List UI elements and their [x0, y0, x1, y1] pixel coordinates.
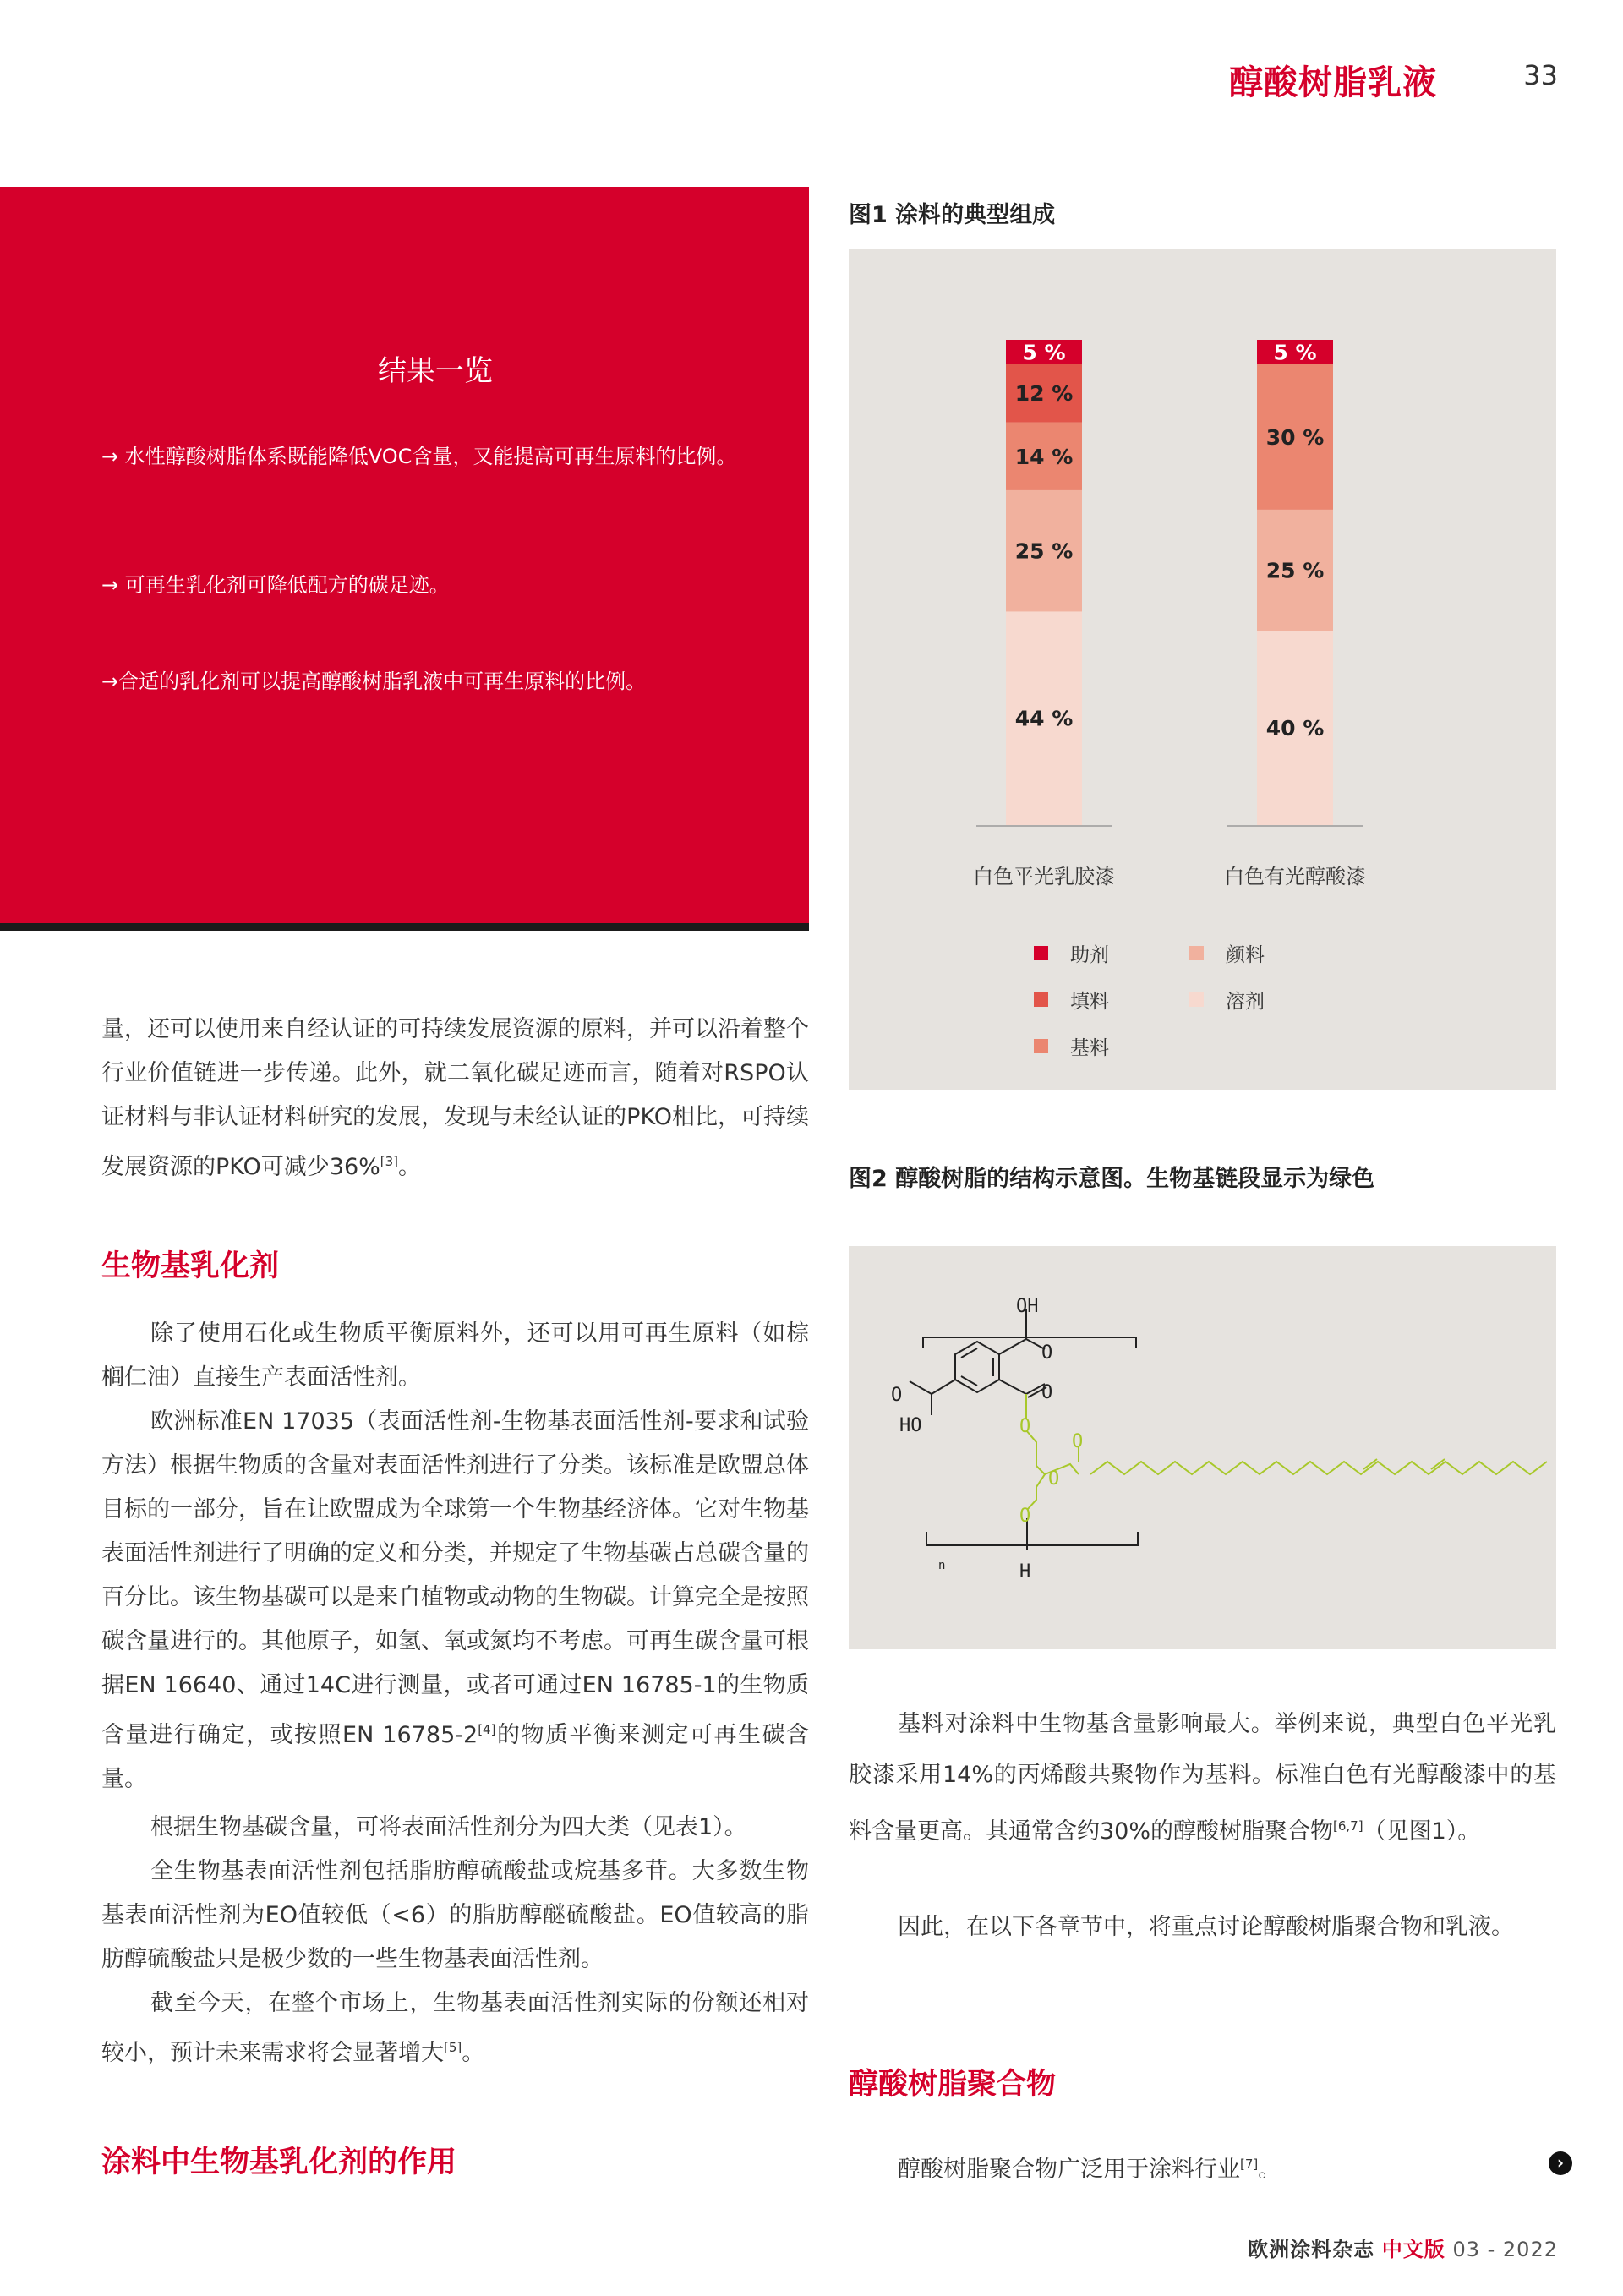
paragraph: 全生物基表面活性剂包括脂肪醇硫酸盐或烷基多苷。大多数生物基表面活性剂为EO值较低（<6）的脂肪醇醚硫酸盐。EO值较高的脂肪醇硫酸盐只是极少数的一些生物基表面活性剂。 — [101, 1858, 809, 1972]
legend-label: 基料 — [1070, 1037, 1109, 1059]
paragraph: 因此，在以下各章节中，将重点讨论醇酸树脂聚合物和乳液。 — [898, 1914, 1514, 1940]
label-o-bio: O — [1048, 1468, 1060, 1490]
data-label: 30 % — [1265, 424, 1325, 450]
label-ho: HO — [899, 1415, 922, 1436]
reference: [5] — [444, 2040, 462, 2055]
label-o-bio: O — [1019, 1416, 1031, 1437]
summary-item: → 可再生乳化剂可降低配方的碳足迹。 — [101, 573, 450, 597]
legend-label: 颜料 — [1226, 944, 1265, 966]
reference: [4] — [478, 1722, 496, 1737]
section-heading: 醇酸树脂聚合物 — [849, 2068, 1057, 2102]
legend-label: 助剂 — [1070, 944, 1109, 966]
legend-swatch — [1034, 1039, 1048, 1053]
label-o-bio: O — [1019, 1506, 1031, 1527]
edition-label: 中文版 — [1381, 2238, 1445, 2261]
label-oh: OH — [1016, 1296, 1039, 1317]
label-o: O — [891, 1385, 903, 1406]
paragraph-text: 的物质平衡来测定可再生碳含量。 — [101, 1722, 810, 1792]
next-page-icon[interactable]: › — [1549, 2151, 1572, 2175]
top-bracket — [923, 1337, 1136, 1348]
reference: [7] — [1240, 2157, 1259, 2172]
data-label: 5 % — [1022, 340, 1066, 365]
reference: [3] — [380, 1154, 399, 1169]
label-o: O — [1041, 1342, 1053, 1364]
bottom-bracket — [926, 1532, 1138, 1545]
data-label: 25 % — [1014, 538, 1074, 564]
stacked-bar-chart — [849, 249, 1556, 1090]
paragraph: 根据生物基碳含量，可将表面活性剂分为四大类（见表1）。 — [150, 1814, 747, 1840]
paragraph-text: 。 — [398, 1154, 422, 1180]
figure1-panel — [849, 249, 1556, 1090]
paragraph: 除了使用石化或生物质平衡原料外，还可以用可再生原料（如棕榈仁油）直接生产表面活性剂。 — [101, 1320, 809, 1391]
fatty-acid-chain — [1090, 1462, 1547, 1474]
paragraph — [101, 1400, 809, 1801]
paragraph-text: 。 — [1258, 2157, 1281, 2183]
figure2-caption: 图2 醇酸树脂的结构示意图。生物基链段显示为绿色 — [849, 1166, 1375, 1192]
legend-swatch — [1189, 946, 1204, 960]
reference: [6,7] — [1333, 1818, 1363, 1834]
paragraph — [849, 2142, 1556, 2192]
label-n: n — [938, 1559, 946, 1572]
paragraph-text: 醇酸树脂聚合物广泛用于涂料行业 — [898, 2157, 1240, 2183]
data-label: 14 % — [1014, 444, 1074, 469]
paragraph — [849, 1699, 1556, 1857]
legend-label: 填料 — [1070, 991, 1109, 1013]
figure2-panel — [849, 1246, 1556, 1649]
legend-swatch — [1034, 992, 1048, 1007]
summary-title: 结果一览 — [378, 354, 493, 388]
page-number: 33 — [1523, 59, 1558, 91]
section-heading: 生物基乳化剂 — [101, 1249, 280, 1283]
paragraph-text: 量，还可以使用来自经认证的可持续发展资源的原料，并可以沿着整个行业价值链进一步传递。此外，就二氧化碳足迹而言，随着对RSPO认证材料与非认证材料研究的发展，发现与未经认证的PKO相比，可持续发展资源的PKO可减少36% — [101, 1016, 809, 1180]
paragraph-text: 截至今天，在整个市场上，生物基表面活性剂实际的份额还相对较小，预计未来需求将会显著增大 — [101, 1990, 809, 2066]
category-label: 白色有光醇酸漆 — [1224, 865, 1366, 888]
section-heading: 涂料中生物基乳化剂的作用 — [101, 2146, 457, 2179]
paragraph-text: 。 — [462, 2040, 485, 2066]
data-label: 5 % — [1273, 340, 1317, 365]
figure1-caption: 图1 涂料的典型组成 — [849, 202, 1056, 228]
legend-swatch — [1189, 992, 1204, 1007]
summary-item: →合适的乳化剂可以提高醇酸树脂乳液中可再生原料的比例。 — [101, 670, 647, 693]
data-label: 40 % — [1265, 716, 1325, 741]
legend-swatch — [1034, 946, 1048, 960]
alkyd-structure-diagram — [849, 1246, 1556, 1649]
issue-number: 03 - 2022 — [1452, 2238, 1558, 2261]
category-label: 白色平光乳胶漆 — [973, 865, 1115, 888]
paragraph — [101, 1008, 809, 1189]
running-header-title: 醇酸树脂乳液 — [1229, 63, 1437, 102]
publication-name: 欧洲涂料杂志 — [1248, 2238, 1375, 2261]
label-o: O — [1041, 1382, 1053, 1403]
summary-item: → 水性醇酸树脂体系既能降低VOC含量，又能提高可再生原料的比例。 — [101, 445, 737, 468]
legend-label: 溶剂 — [1226, 991, 1265, 1013]
paragraph-text: 基料对涂料中生物基含量影响最大。举例来说，典型白色平光乳胶漆采用14%的丙烯酸共聚物作为基料。标准白色有光醇酸漆中的基料含量更高。其通常含约30%的醇酸树脂聚合物 — [849, 1711, 1556, 1845]
paragraph — [101, 1982, 809, 2075]
summary-box — [0, 187, 809, 931]
data-label: 25 % — [1265, 558, 1325, 583]
data-label: 44 % — [1014, 706, 1074, 731]
label-h: H — [1019, 1561, 1031, 1583]
paragraph-text: （见图1）。 — [1363, 1818, 1481, 1845]
data-label: 12 % — [1014, 381, 1074, 407]
footer — [1248, 2233, 1558, 2262]
paragraph-text: 欧洲标准EN 17035（表面活性剂-生物基表面活性剂-要求和试验方法）根据生物质的含量对表面活性剂进行了分类。该标准是欧盟总体目标的一部分，旨在让欧盟成为全球第一个生物基经济体。它对生物基表面活性剂进行了明确的定义和分类，并规定了生物基碳占总碳含量的百分比。该生物基碳可以是来自植物或动物的生物碳。计算完全是按照碳含量进行的。其他原子，如氢、氧或氮均不考虑。可再生碳含量可根据EN 16640、通过14C进行测量，或者可通过EN 16785-1的生物质含量进行确定，或按照EN 16785-2 — [101, 1408, 809, 1748]
label-o-bio: O — [1072, 1431, 1084, 1452]
